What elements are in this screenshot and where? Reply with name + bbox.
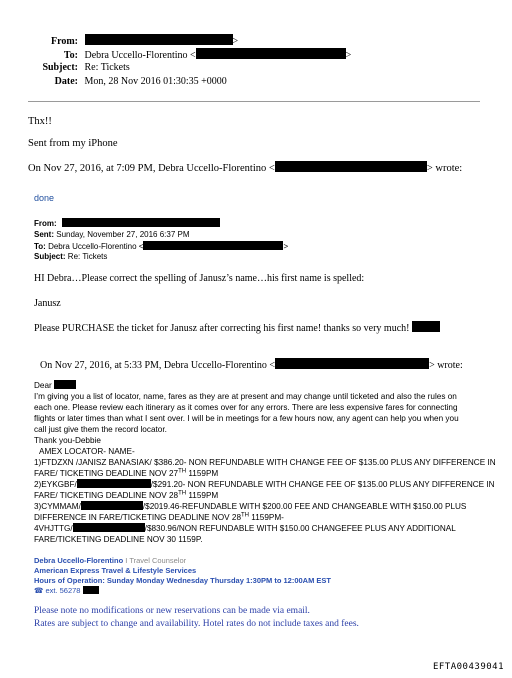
item2-line-b: FARE/ TICKETING DEADLINE NOV 28TH 1159PM xyxy=(34,490,219,500)
fwd-from-label: From: xyxy=(34,219,57,228)
sig-ext: ext. 56278 xyxy=(45,586,81,595)
redacted-ext xyxy=(83,586,99,594)
header-from-row xyxy=(28,34,238,47)
note-no-modifications: Please note no modifications or new reservations can be made via email. xyxy=(34,606,310,616)
sig-hours: Hours of Operation: Sunday Monday Wednesday Thursday 1:30PM to 12:00AM EST xyxy=(34,576,331,585)
msg4-body-line: I’m giving you a list of locator, name, fares as they are at present and may change until ticketed and also the rules on xyxy=(34,392,457,401)
fwd-to-label: To: xyxy=(34,242,46,251)
fwd-from-row xyxy=(34,218,220,228)
msg3-name: Janusz xyxy=(34,298,61,309)
header-date-label: Date: xyxy=(54,76,78,87)
redacted-from-address xyxy=(85,34,233,45)
note-rates: Rates are subject to change and availability. Hotel rates do not include taxes and fees. xyxy=(34,619,359,629)
msg4-quote-suffix: > wrote: xyxy=(429,360,463,371)
redacted-passenger-4 xyxy=(73,523,145,532)
msg4-quote-prefix: On Nov 27, 2016, at 5:33 PM, Debra Uccello-Florentino < xyxy=(40,360,276,371)
item2-line-a: 2)EYKGBF/ /$291.20- NON REFUNDABLE WITH CHANGE FEE OF $135.00 PLUS ANY DIFFERENCE IN xyxy=(34,480,495,489)
redacted-fwd-from xyxy=(62,218,220,227)
item4-line-b: FARE/TICKETING DEADLINE NOV 30 1159P. xyxy=(34,535,203,544)
amex-header: AMEX LOCATOR- NAME- xyxy=(39,447,135,456)
reply-quote-line xyxy=(28,161,462,174)
header-date: Mon, 28 Nov 2016 01:30:35 +0000 xyxy=(84,76,227,87)
msg3-purchase: Please PURCHASE the ticket for Janusz after correcting his first name! thanks so very much! xyxy=(34,323,410,334)
fwd-sent-label: Sent: xyxy=(34,230,54,239)
fwd-subject: Re: Tickets xyxy=(67,252,108,261)
item3-line-b: DIFFERENCE IN FARE/TICKETING DEADLINE NOV 28TH 1159PM- xyxy=(34,512,284,522)
fwd-to-name: Debra Uccello-Florentino < xyxy=(48,242,144,251)
sig-name: Debra Uccello-Florentino xyxy=(34,556,124,565)
redacted-email xyxy=(275,161,427,172)
header-to-name: Debra Uccello-Florentino < xyxy=(84,50,196,61)
msg3-greeting: HI Debra…Please correct the spelling of Janusz’s name…his first name is spelled: xyxy=(34,273,365,284)
item1-line-a: 1)FTDZXN /JANISZ BANASIAK/ $386.20- NON REFUNDABLE WITH CHANGE FEE OF $135.00 PLUS ANY DIFFERENCE IN xyxy=(34,458,496,467)
msg4-body-line: Thank you-Debbie xyxy=(34,436,101,445)
fwd-subject-label: Subject: xyxy=(34,252,66,261)
msg4-quote-line xyxy=(40,358,463,371)
item3-line-a: 3)CYMMAM/ /$2019.46-REFUNDABLE WITH $200.00 FEE AND CHANGEABLE WITH $150.00 PLUS xyxy=(34,502,467,511)
sig-ext-row xyxy=(34,586,331,596)
fwd-to-row xyxy=(34,241,288,251)
reply-sent-from: Sent from my iPhone xyxy=(28,138,118,149)
phone-icon: ☎ xyxy=(34,586,44,595)
header-from-label: From: xyxy=(50,36,78,47)
header-date-row xyxy=(28,76,227,87)
redacted-name xyxy=(54,380,76,389)
quote-suffix: > wrote: xyxy=(426,163,463,174)
header-subject-label: Subject: xyxy=(42,62,78,73)
done-text: done xyxy=(34,193,55,203)
msg4-body-line: each one. Please review each itinerary as it comes over for any errors. There are less expensive fares for connecting xyxy=(34,403,458,412)
header-divider xyxy=(28,101,480,102)
sig-company: American Express Travel & Lifestyle Services xyxy=(34,566,197,575)
redacted-fwd-to xyxy=(143,241,283,250)
redacted-passenger-3 xyxy=(81,501,143,510)
fwd-sent: Sunday, November 27, 2016 6:37 PM xyxy=(56,230,190,239)
fwd-to-tail: > xyxy=(283,242,289,251)
header-to-row xyxy=(28,48,351,61)
msg4-dear-row xyxy=(34,380,496,391)
redacted-passenger-2 xyxy=(77,479,151,488)
fwd-subject-row xyxy=(34,252,107,261)
item1-line-b: FARE/ TICKETING DEADLINE NOV 27TH 1159PM xyxy=(34,468,219,478)
header-from-tail: > xyxy=(232,36,239,47)
signature-block xyxy=(34,556,331,596)
msg4-body-line: flights or later times than what I sent over. I will be in meetings for a few hours now, any agent can help you when you xyxy=(34,414,459,423)
fwd-sent-row xyxy=(34,230,190,239)
item4-line-a: 4VHJTTG/ /$830.96/NON REFUNDABLE WITH $150.00 CHANGEFEE PLUS ANY ADDITIONAL xyxy=(34,524,456,533)
msg3-purchase-line xyxy=(34,321,440,334)
header-subject: Re: Tickets xyxy=(84,62,130,73)
sig-name-row: Debra Uccello-Florentino I Travel Counselor xyxy=(34,556,187,565)
msg4-dear: Dear xyxy=(34,381,52,390)
msg4-body xyxy=(34,380,496,545)
redacted-email-2 xyxy=(275,358,429,369)
quote-prefix: On Nov 27, 2016, at 7:09 PM, Debra Uccello-Florentino < xyxy=(28,163,275,174)
redacted-signature xyxy=(412,321,440,332)
redacted-to-address xyxy=(196,48,346,59)
reply-thx: Thx!! xyxy=(28,116,52,127)
header-subject-row xyxy=(28,62,130,73)
header-to-label: To: xyxy=(63,50,78,61)
header-to-tail: > xyxy=(345,50,352,61)
msg4-body-line: call just give them the record locator. xyxy=(34,425,167,434)
sig-title: Travel Counselor xyxy=(129,556,187,565)
footer-doc-id: EFTA00439041 xyxy=(432,662,504,672)
